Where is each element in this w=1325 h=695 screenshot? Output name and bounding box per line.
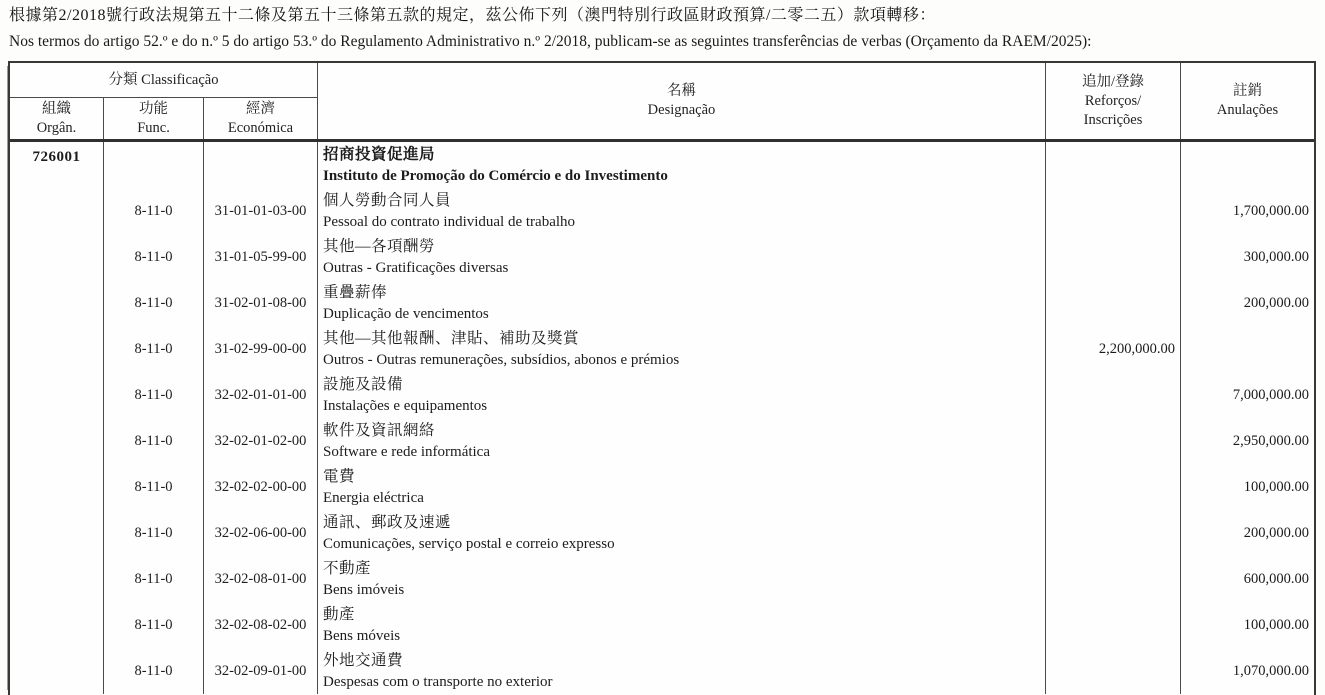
economic-code-cell xyxy=(203,142,317,188)
designation-cell xyxy=(317,372,1045,418)
organ-code-cell xyxy=(10,602,103,648)
economic-code-cell: 32-02-02-00-00 xyxy=(203,464,317,510)
header-reforcos-inscricoes xyxy=(1045,63,1180,139)
designation-portuguese: Energia eléctrica xyxy=(323,490,424,506)
functional-code-cell: 8-11-0 xyxy=(103,556,203,602)
header-designacao-pt: Designação xyxy=(647,102,716,118)
designation-portuguese: Comunicações, serviço postal e correio expresso xyxy=(323,536,615,552)
anulacoes-amount-cell: 100,000.00 xyxy=(1180,464,1314,510)
reforcos-amount-cell xyxy=(1045,510,1180,556)
designation-portuguese: Outras - Gratificações diversas xyxy=(323,260,509,276)
economic-code-cell: 31-01-05-99-00 xyxy=(203,234,317,280)
organ-code-cell xyxy=(10,556,103,602)
designation-chinese: 不動產 xyxy=(323,560,372,577)
table-row xyxy=(10,418,1314,464)
intro-paragraph-portuguese: Nos termos do artigo 52.º e do n.º 5 do artigo 53.º do Regulamento Administrativo n.º 2/2018, publicam-se as seguintes transferências de verbas (Orçamento da RAEM/2025): xyxy=(9,33,1092,50)
designation-cell xyxy=(317,188,1045,234)
table-row xyxy=(10,326,1314,372)
designation-cell xyxy=(317,648,1045,694)
header-economica xyxy=(203,98,317,139)
header-organ-pt: Orgân. xyxy=(36,119,77,136)
economic-code-cell: 32-02-08-02-00 xyxy=(203,602,317,648)
functional-code-cell: 8-11-0 xyxy=(103,464,203,510)
anulacoes-amount-cell xyxy=(1180,326,1314,372)
designation-chinese: 其他—其他報酬、津貼、補助及獎賞 xyxy=(323,330,580,347)
header-organ xyxy=(10,98,103,139)
table-row xyxy=(10,234,1314,280)
budget-transfer-table xyxy=(8,61,1316,695)
reforcos-amount-cell xyxy=(1045,280,1180,326)
economic-code-cell: 32-02-01-02-00 xyxy=(203,418,317,464)
table-body xyxy=(10,142,1314,694)
anulacoes-amount-cell: 300,000.00 xyxy=(1180,234,1314,280)
header-anulacoes-pt: Anulações xyxy=(1216,102,1279,118)
economic-code-cell: 31-01-01-03-00 xyxy=(203,188,317,234)
functional-code-cell: 8-11-0 xyxy=(103,602,203,648)
functional-code-cell xyxy=(103,142,203,188)
table-header xyxy=(10,63,1314,142)
functional-code-cell: 8-11-0 xyxy=(103,280,203,326)
table-row xyxy=(10,464,1314,510)
header-designacao xyxy=(317,63,1045,139)
header-reforcos-pt2: Inscrições xyxy=(1083,111,1143,128)
designation-chinese: 其他—各項酬勞 xyxy=(323,238,436,255)
economic-code-cell: 31-02-99-00-00 xyxy=(203,326,317,372)
designation-cell xyxy=(317,510,1045,556)
anulacoes-amount-cell: 2,950,000.00 xyxy=(1180,418,1314,464)
table-row xyxy=(10,142,1314,188)
reforcos-amount-cell xyxy=(1045,464,1180,510)
designation-cell xyxy=(317,418,1045,464)
organ-code-cell xyxy=(10,372,103,418)
designation-portuguese: Instalações e equipamentos xyxy=(323,398,488,414)
table-row xyxy=(10,556,1314,602)
designation-portuguese: Outros - Outras remunerações, subsídios, abonos e prémios xyxy=(323,352,680,368)
designation-cell xyxy=(317,280,1045,326)
economic-code-cell: 32-02-09-01-00 xyxy=(203,648,317,694)
reforcos-amount-cell xyxy=(1045,188,1180,234)
anulacoes-amount-cell xyxy=(1180,142,1314,188)
intro-paragraph-chinese: 根據第2/2018號行政法規第五十二條及第五十三條第五款的規定，茲公佈下列（澳門特別行政區財政預算/二零二五）款項轉移： xyxy=(9,7,936,24)
designation-chinese: 個人勞動合同人員 xyxy=(323,192,452,209)
reforcos-amount-cell: 2,200,000.00 xyxy=(1045,326,1180,372)
organ-code-cell xyxy=(10,234,103,280)
reforcos-amount-cell xyxy=(1045,602,1180,648)
header-reforcos-zh: 追加/登錄 xyxy=(1081,73,1145,90)
designation-chinese: 重疊薪俸 xyxy=(323,284,388,301)
organ-code-cell xyxy=(10,464,103,510)
organ-code-cell xyxy=(10,510,103,556)
header-organ-zh: 組織 xyxy=(42,100,71,117)
designation-portuguese: Duplicação de vencimentos xyxy=(323,306,489,322)
designation-portuguese: Bens móveis xyxy=(323,628,401,644)
table-row xyxy=(10,602,1314,648)
reforcos-amount-cell xyxy=(1045,372,1180,418)
header-func-zh: 功能 xyxy=(139,100,168,117)
anulacoes-amount-cell: 600,000.00 xyxy=(1180,556,1314,602)
designation-cell xyxy=(317,602,1045,648)
header-func xyxy=(103,98,203,139)
economic-code-cell: 32-02-06-00-00 xyxy=(203,510,317,556)
economic-code-cell: 31-02-01-08-00 xyxy=(203,280,317,326)
economic-code-cell: 32-02-08-01-00 xyxy=(203,556,317,602)
designation-portuguese: Bens imóveis xyxy=(323,582,405,598)
economic-code-cell: 32-02-01-01-00 xyxy=(203,372,317,418)
functional-code-cell: 8-11-0 xyxy=(103,372,203,418)
anulacoes-amount-cell: 100,000.00 xyxy=(1180,602,1314,648)
designation-cell xyxy=(317,326,1045,372)
designation-chinese: 外地交通費 xyxy=(323,652,404,669)
designation-portuguese: Despesas com o transporte no exterior xyxy=(323,674,553,690)
designation-cell xyxy=(317,234,1045,280)
reforcos-amount-cell xyxy=(1045,648,1180,694)
functional-code-cell: 8-11-0 xyxy=(103,234,203,280)
header-anulacoes xyxy=(1180,63,1314,139)
functional-code-cell: 8-11-0 xyxy=(103,188,203,234)
organ-code-cell xyxy=(10,280,103,326)
functional-code-cell: 8-11-0 xyxy=(103,510,203,556)
functional-code-cell: 8-11-0 xyxy=(103,326,203,372)
designation-cell xyxy=(317,464,1045,510)
anulacoes-amount-cell: 1,070,000.00 xyxy=(1180,648,1314,694)
table-row xyxy=(10,372,1314,418)
table-row xyxy=(10,280,1314,326)
designation-portuguese: Software e rede informática xyxy=(323,444,490,460)
reforcos-amount-cell xyxy=(1045,142,1180,188)
designation-chinese: 動產 xyxy=(323,606,356,623)
functional-code-cell: 8-11-0 xyxy=(103,418,203,464)
anulacoes-amount-cell: 200,000.00 xyxy=(1180,280,1314,326)
header-designacao-zh: 名稱 xyxy=(667,83,696,99)
header-economica-pt: Económica xyxy=(227,119,294,136)
header-anulacoes-zh: 註銷 xyxy=(1233,83,1262,99)
functional-code-cell: 8-11-0 xyxy=(103,648,203,694)
header-classificacao xyxy=(10,63,317,98)
header-economica-zh: 經濟 xyxy=(246,100,275,117)
anulacoes-amount-cell: 1,700,000.00 xyxy=(1180,188,1314,234)
organ-code-cell xyxy=(10,648,103,694)
organ-code-cell xyxy=(10,418,103,464)
organ-code-cell xyxy=(10,188,103,234)
organ-code-cell: 726001 xyxy=(32,149,81,165)
reforcos-amount-cell xyxy=(1045,234,1180,280)
table-row xyxy=(10,188,1314,234)
designation-cell xyxy=(317,142,1045,188)
header-func-pt: Func. xyxy=(137,119,170,136)
designation-chinese: 軟件及資訊網絡 xyxy=(323,422,436,439)
reforcos-amount-cell xyxy=(1045,418,1180,464)
anulacoes-amount-cell: 7,000,000.00 xyxy=(1180,372,1314,418)
designation-portuguese: Pessoal do contrato individual de trabalho xyxy=(323,214,576,230)
designation-cell xyxy=(317,556,1045,602)
header-classificacao-label: 分類 Classificação xyxy=(108,71,219,88)
header-reforcos-pt1: Reforços/ xyxy=(1084,92,1142,109)
table-row xyxy=(10,510,1314,556)
table-row xyxy=(10,648,1314,694)
designation-chinese: 招商投資促進局 xyxy=(323,146,436,163)
designation-chinese: 設施及設備 xyxy=(323,376,404,393)
anulacoes-amount-cell: 200,000.00 xyxy=(1180,510,1314,556)
designation-chinese: 電費 xyxy=(323,468,356,485)
designation-chinese: 通訊、郵政及速遞 xyxy=(323,514,452,531)
organ-code-cell xyxy=(10,326,103,372)
designation-portuguese: Instituto de Promoção do Comércio e do Investimento xyxy=(323,168,668,184)
reforcos-amount-cell xyxy=(1045,556,1180,602)
